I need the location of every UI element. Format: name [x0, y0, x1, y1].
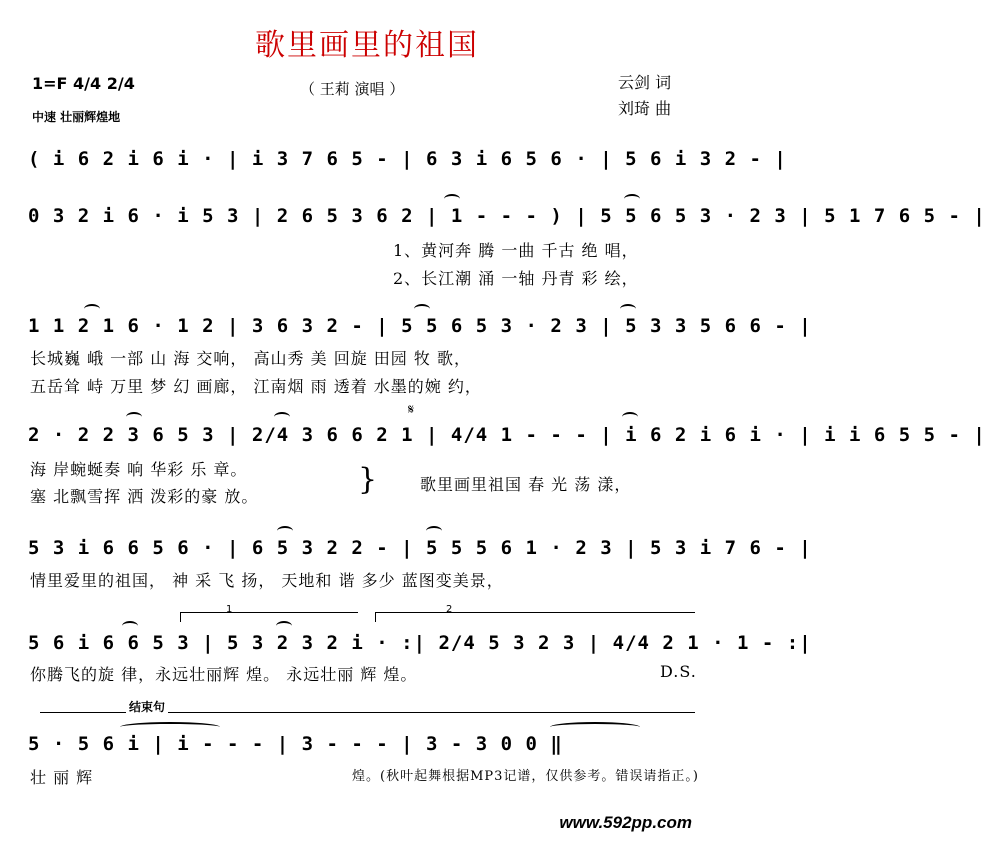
score-line-6-lyrics: 你腾飞的旋 律，永远壮丽辉 煌。 永远壮丽 辉 煌。 [30, 665, 418, 684]
slur-mark [426, 526, 442, 536]
first-ending-bracket [180, 612, 358, 613]
score-line-2-notes: 0 3 2 i 6 · i 5 3 | 2 6 5 3 6 2 | 1 - - - ) | 5 5 6 5 3 · 2 3 | 5 1 7 6 5 - | [28, 205, 986, 227]
second-ending-bracket [375, 612, 695, 613]
slur-mark [126, 412, 142, 422]
score-line-5-lyrics: 情里爱里的祖国， 神 采 飞 扬， 天地和 谐 多少 蓝图变美景， [30, 571, 504, 590]
site-watermark: www.592pp.com [559, 813, 692, 832]
slur-mark [277, 526, 293, 536]
second-ending-bracket [375, 612, 376, 622]
score-line-7-notes: 5 · 5 6 i | i - - - | 3 - - - | 3 - 3 0 0 ‖ [28, 733, 563, 755]
tempo-marking: 中速 壮丽辉煌地 [32, 110, 121, 124]
first-ending-bracket [180, 612, 181, 622]
slur-mark [122, 621, 138, 631]
composer-credit: 刘琦 曲 [618, 99, 672, 118]
slur-mark [444, 194, 460, 204]
coda-label: 结束句 [126, 698, 168, 715]
singer-credit: （ 王莉 演唱 ） [300, 80, 405, 98]
slur-mark [120, 722, 220, 732]
score-line-4-lyrics-verse-1: 海 岸蜿蜒奏 响 华彩 乐 章。 [30, 460, 248, 479]
slur-mark [274, 412, 290, 422]
slur-mark [624, 194, 640, 204]
slur-mark [414, 304, 430, 314]
dal-segno-marking: D.S. [660, 662, 697, 681]
refrain-lyric: 歌里画里祖国 春 光 荡 漾， [420, 475, 632, 494]
score-line-2-lyrics-verse-2: 2、长江潮 涌 一轴 丹青 彩 绘， [393, 269, 639, 288]
score-line-2-lyrics-verse-1: 1、黄河奔 腾 一曲 千古 绝 唱， [393, 241, 639, 260]
verse-brace: } [358, 462, 378, 497]
segno-icon: 𝄋 [408, 402, 415, 418]
slur-mark [84, 304, 100, 314]
slur-mark [622, 412, 638, 422]
second-ending-number: 2 [446, 604, 453, 615]
first-ending-number: 1 [226, 604, 233, 615]
transcription-note: 煌。(秋叶起舞根据MP3记谱，仅供参考。错误请指正。) [352, 769, 699, 784]
score-line-6-notes: 5 6 i 6 6 5 3 | 5 3 2 3 2 i · :| 2/4 5 3 2 3 | 4/4 2 1 · 1 - :| [28, 632, 812, 654]
score-line-1-notes: ( i 6 2 i 6 i · | i 3 7 6 5 - | 6 3 i 6 5 6 · | 5 6 i 3 2 - | [28, 148, 787, 170]
score-line-7-lyrics: 壮 丽 辉 [30, 768, 94, 787]
score-line-3-notes: 1 1 2 1 6 · 1 2 | 3 6 3 2 - | 5 5 6 5 3 · 2 3 | 5 3 3 5 6 6 - | [28, 315, 812, 337]
key-signature: 1=F 4/4 2/4 [32, 74, 135, 93]
slur-mark [276, 621, 292, 631]
score-line-3-lyrics-verse-1: 长城巍 峨 一部 山 海 交响， 高山秀 美 回旋 田园 牧 歌， [30, 349, 471, 368]
lyricist-credit: 云剑 词 [618, 73, 672, 92]
tie-mark [550, 722, 640, 732]
song-title: 歌里画里的祖国 [255, 28, 479, 63]
score-line-5-notes: 5 3 i 6 6 5 6 · | 6 5 3 2 2 - | 5 5 5 6 1 · 2 3 | 5 3 i 7 6 - | [28, 537, 812, 559]
slur-mark [620, 304, 636, 314]
score-line-4-notes: 2 · 2 2 3 6 5 3 | 2/4 3 6 6 2 1 | 4/4 1 - - - | i 6 2 i 6 i · | i i 6 5 5 - | [28, 424, 986, 446]
score-line-4-lyrics-verse-2: 塞 北飘雪挥 洒 泼彩的豪 放。 [30, 487, 259, 506]
score-line-3-lyrics-verse-2: 五岳耸 峙 万里 梦 幻 画廊， 江南烟 雨 透着 水墨的婉 约， [30, 377, 482, 396]
